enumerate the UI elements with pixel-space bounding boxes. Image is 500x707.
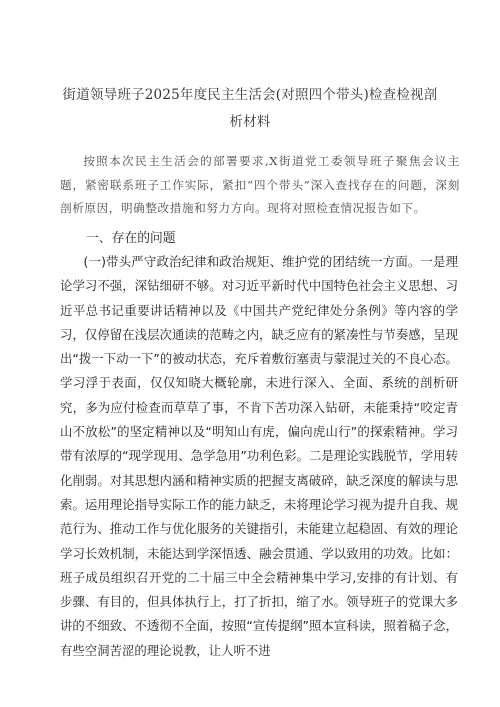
document-title: 街道领导班子2025年度民主生活会(对照四个带头)检查检视剖析材料 [62,87,438,130]
intro-paragraph: 按照本次民主生活会的部署要求,X街道党工委领导班子聚焦会议主题，紧密联系班子工作实际，紧扣“四个带头”深入查找存在的问题，深刻剖析原因，明确整改措施和努力方向。现将对照检查情况报告如下。 [60,154,460,215]
section-heading: 一、存在的问题 [86,231,176,246]
body-paragraph: (一)带头严守政治纪律和政治规矩、维护党的团结统一方面。一是理论学习不强，深钻细研不够。对习近平新时代中国特色社会主义思想、习近平总书记重要讲话精神以及《中国共产党纪律处分条例》等内容的学习，仅停留在浅层次通读的范畴之内，缺乏应有的紧凑性与节奏感，呈现出“拨一下动一下”的被动状态，充斥着敷衍塞责与蒙混过关的不良心态。学习浮于表面，仅仅知晓大概轮廓，未进行深入、全面、系统的剖析研究，多为应付检查而草草了事，不肯下苦功深入钻研，未能秉持“咬定青山不放松”的坚定精神以及“明知山有虎，偏向虎山行”的探索精神。学习带有浓厚的“现学现用、急学急用”功利色彩。二是理论实践脱节，学用转化削弱。对其思想内涵和精神实质的把握支离破碎，缺乏深度的解读与思索。运用理论指导实际工作的能力缺乏，未将理论学习视为提升自我、规范行为、推动工作与优化服务的关键指引，未能建立起稳固、有效的理论学习长效机制，未能达到学深悟透、融会贯通、学以致用的功效。比如：班子成员组织召开党的二十届三中全会精神集中学习,安排的有计划、有步骤、有目的，但具体执行上，打了折扣，缩了水。领导班子的党课大多讲的不细致、不透彻不全面，按照“宣传提纲”照本宣科读，照着稿子念，有些空洞苦涩的理论说教，让人听不进 [60,254,458,658]
